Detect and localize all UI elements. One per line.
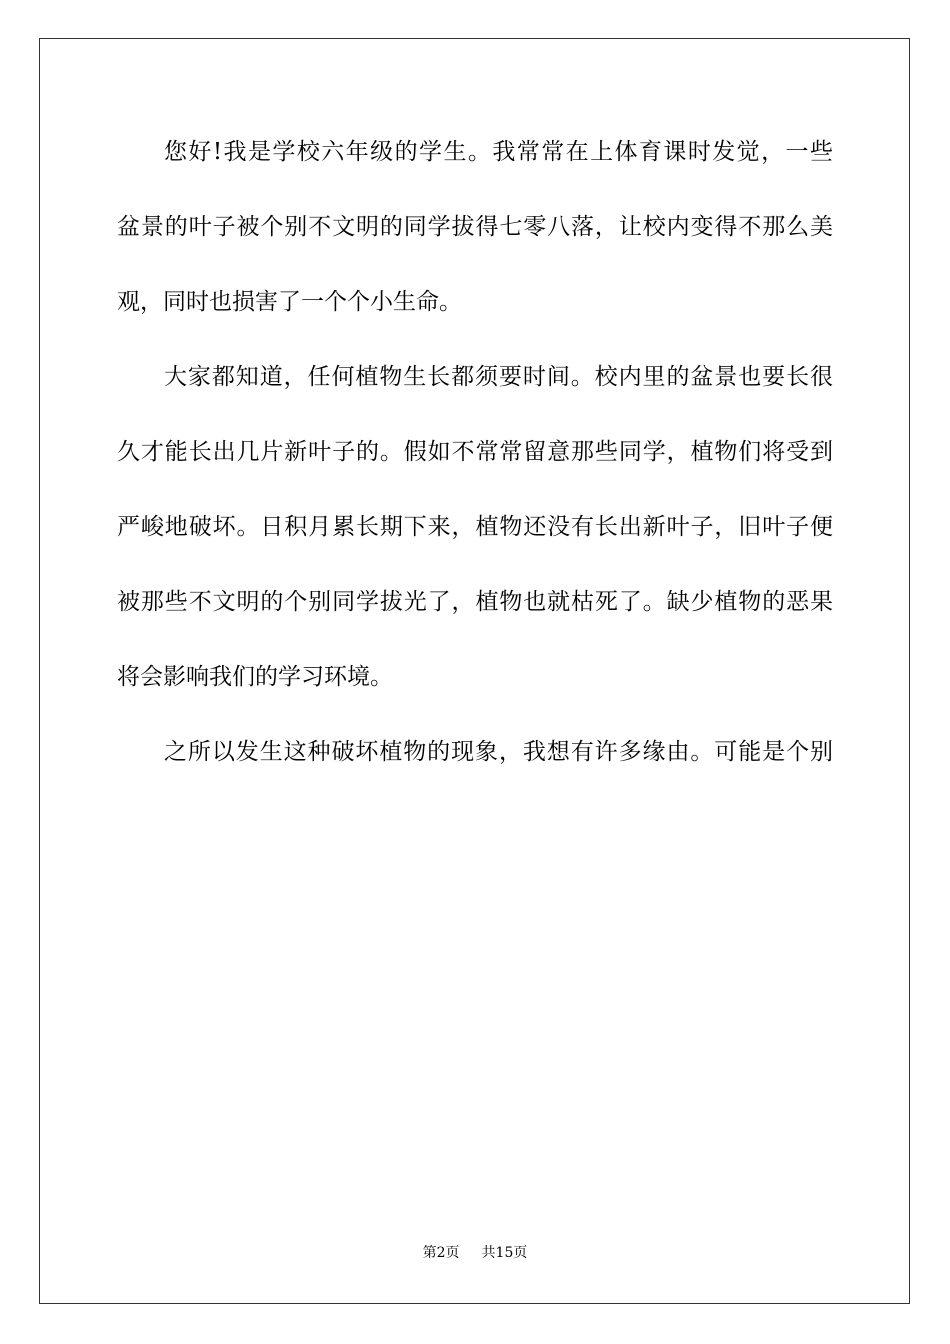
paragraph-line: 久才能长出几片新叶子的。假如不常常留意那些同学，植物们将受到 [117, 439, 833, 465]
paragraph-line: 严峻地破坏。日积月累长期下来，植物还没有长出新叶子，旧叶子便 [117, 514, 833, 540]
paragraph-line: 被那些不文明的个别同学拔光了，植物也就枯死了。缺少植物的恶果 [117, 589, 833, 615]
page-total: 共15页 [481, 1245, 528, 1261]
paragraph-line: 您好!我是学校六年级的学生。我常常在上体育课时发觉，一些 [164, 139, 833, 165]
page-footer [0, 1242, 950, 1262]
page-number: 第2页 [422, 1245, 460, 1261]
paragraph-line: 大家都知道，任何植物生长都须要时间。校内里的盆景也要长很 [164, 364, 833, 390]
paragraph-line: 盆景的叶子被个别不文明的同学拔得七零八落，让校内变得不那么美 [117, 214, 833, 240]
paragraph-line: 观，同时也损害了一个个小生命。 [117, 289, 462, 315]
document-body [117, 120, 833, 795]
paragraph-line: 将会影响我们的学习环境。 [117, 664, 393, 690]
paragraph-line: 之所以发生这种破坏植物的现象，我想有许多缘由。可能是个别 [164, 739, 833, 765]
